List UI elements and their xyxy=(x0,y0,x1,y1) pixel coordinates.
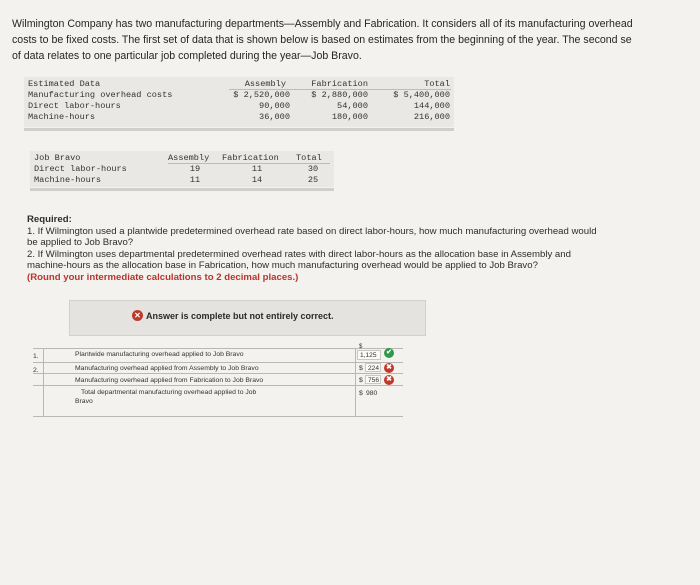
required-line: be applied to Job Bravo? xyxy=(27,237,134,249)
cell-value: 30 xyxy=(307,164,319,174)
cell-value: 19 xyxy=(189,164,201,174)
cell-value: 11 xyxy=(189,175,201,185)
answer-value: 224 xyxy=(368,365,380,372)
answer-value: 1,125 xyxy=(360,352,377,359)
currency-symbol: $ xyxy=(359,390,363,397)
grid-line xyxy=(33,416,403,417)
table-header: Fabrication xyxy=(222,153,279,163)
problem-intro xyxy=(12,16,700,64)
row-label: Manufacturing overhead costs xyxy=(28,90,173,100)
estimated-data-table xyxy=(24,77,454,127)
intro-line: of data relates to one particular job completed during the year—Job Bravo. xyxy=(12,50,362,62)
row-number: 2. xyxy=(33,367,39,374)
required-line: machine-hours as the allocation base in Fabrication, how much manufacturing overhead would be applied to Job Bravo? xyxy=(27,260,538,272)
required-section xyxy=(27,214,697,284)
table-header: Fabrication xyxy=(311,79,368,89)
grid-line xyxy=(33,373,403,374)
row-number: 1. xyxy=(33,353,39,360)
table-bottom-bar xyxy=(30,188,334,191)
answer-label: Bravo xyxy=(75,398,93,405)
grid-line xyxy=(355,348,356,416)
cell-value: 144,000 xyxy=(413,101,450,111)
table-header: Job Bravo xyxy=(34,153,81,163)
required-heading: Required: xyxy=(27,214,72,225)
cell-value: $ 5,400,000 xyxy=(393,90,450,100)
cell-value: 180,000 xyxy=(331,112,368,122)
cell-value: 11 xyxy=(251,164,263,174)
table-header: Total xyxy=(296,153,322,163)
rounding-note: (Round your intermediate calculations to 2 decimal places.) xyxy=(27,271,299,283)
answer-input-plantwide[interactable] xyxy=(357,350,381,360)
table-bottom-bar xyxy=(24,128,454,131)
cell-value: $ 2,880,000 xyxy=(311,90,368,100)
answer-table xyxy=(33,340,403,420)
cell-value: 14 xyxy=(251,175,263,185)
cell-value: 54,000 xyxy=(337,101,368,111)
row-label: Direct labor-hours xyxy=(28,101,121,111)
answer-label: Total departmental manufacturing overhead applied to Job xyxy=(81,389,257,396)
answer-status-text: Answer is complete but not entirely correct. xyxy=(146,311,334,321)
table-header: Total xyxy=(424,79,450,89)
cell-value: 90,000 xyxy=(259,101,290,111)
correct-check-icon: ✔ xyxy=(384,348,394,358)
currency-symbol: $ xyxy=(359,365,363,372)
required-line: 1. If Wilmington used a plantwide predetermined overhead rate based on direct labor-hours, how much manufacturing overhead would xyxy=(27,225,597,237)
answer-total-value: 980 xyxy=(366,390,378,397)
currency-symbol: $ xyxy=(359,377,363,384)
table-header: Assembly xyxy=(244,79,286,89)
table-header: Estimated Data xyxy=(28,79,101,89)
answer-label: Plantwide manufacturing overhead applied to Job Bravo xyxy=(75,351,244,358)
required-line: 2. If Wilmington uses departmental predetermined overhead rates with direct labor-hours as the allocation base in Assembly and xyxy=(27,248,571,260)
cell-value: 36,000 xyxy=(259,112,290,122)
cell-value: 216,000 xyxy=(413,112,450,122)
grid-line xyxy=(43,348,44,416)
grid-line xyxy=(33,362,403,363)
incorrect-x-icon: ✖ xyxy=(384,363,394,373)
answer-value: 756 xyxy=(368,377,380,384)
row-label: Machine-hours xyxy=(28,112,96,122)
job-bravo-table xyxy=(30,151,334,187)
table-header: Assembly xyxy=(168,153,210,163)
grid-line xyxy=(33,348,403,349)
answer-label: Manufacturing overhead applied from Fabrication to Job Bravo xyxy=(75,377,264,384)
intro-line: Wilmington Company has two manufacturing departments—Assembly and Fabrication. It considers all of its manufacturing overhead xyxy=(12,18,633,30)
incorrect-icon: ✕ xyxy=(132,310,143,321)
cell-value: 25 xyxy=(307,175,319,185)
answer-input-assembly[interactable] xyxy=(365,363,381,372)
cell-value: $ 2,520,000 xyxy=(233,90,290,100)
answer-label: Manufacturing overhead applied from Assembly to Job Bravo xyxy=(75,365,259,372)
answer-input-fabrication[interactable] xyxy=(365,375,381,384)
currency-symbol: $ xyxy=(359,344,363,350)
row-label: Machine-hours xyxy=(34,175,102,185)
grid-line xyxy=(33,385,403,386)
row-label: Direct labor-hours xyxy=(34,164,127,174)
intro-line: costs to be fixed costs. The first set of data that is shown below is based on estimates from the beginning of the year. The second se xyxy=(12,34,632,46)
incorrect-x-icon: ✖ xyxy=(384,375,394,385)
